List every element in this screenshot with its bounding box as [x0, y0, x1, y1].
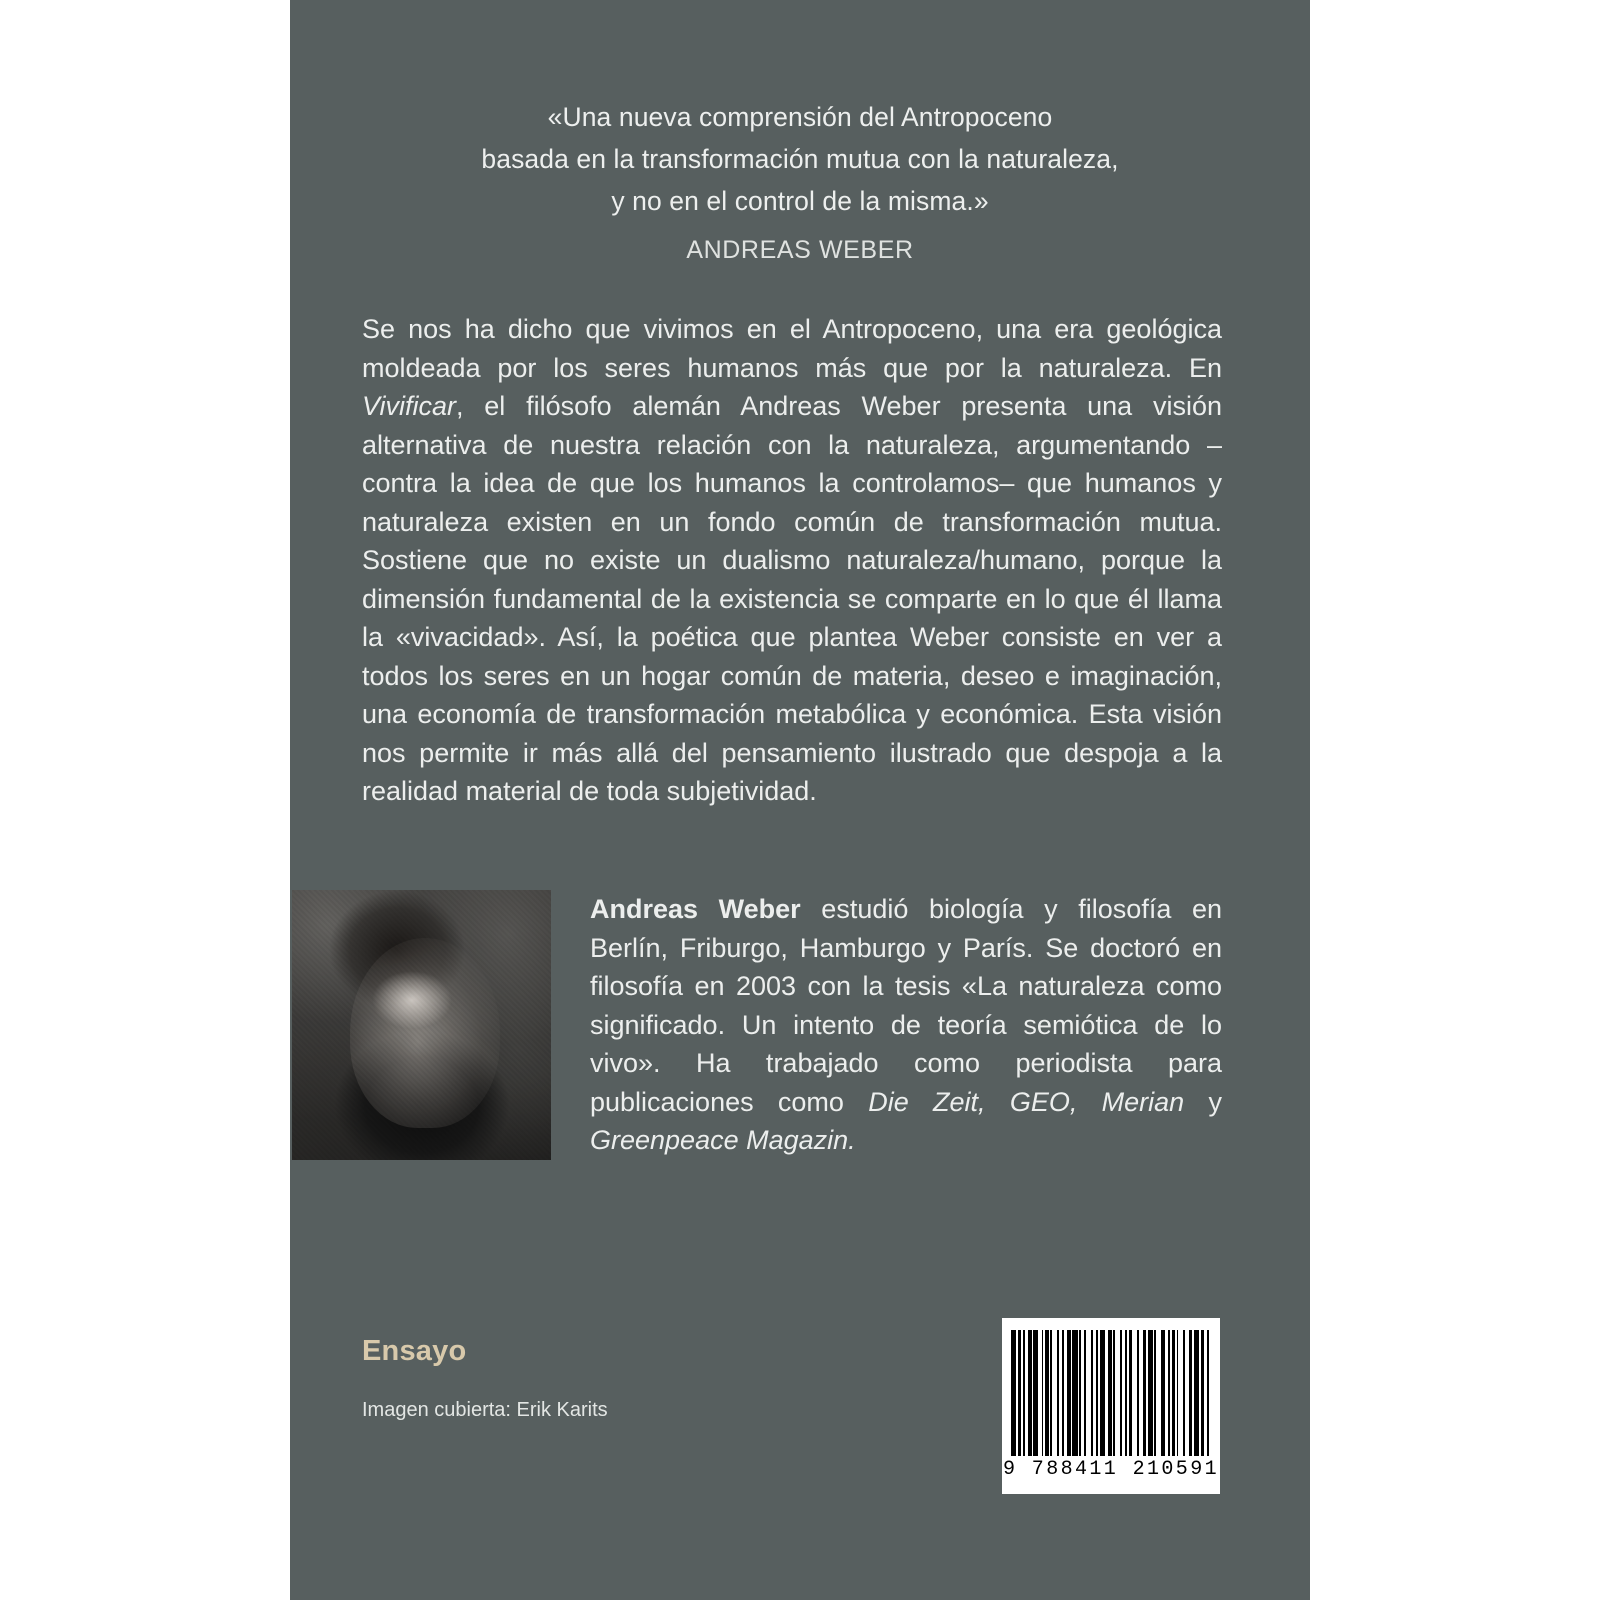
pull-quote-line-1: «Una nueva comprensión del Antropoceno	[547, 102, 1053, 132]
author-portrait	[292, 890, 551, 1160]
author-portrait-grain	[292, 890, 551, 1160]
barcode-bars	[1011, 1330, 1211, 1456]
pull-quote-line-3: y no en el control de la misma.»	[611, 186, 989, 216]
collection-label: Ensayo	[362, 1335, 467, 1367]
pull-quote-attribution-text: ANDREAS WEBER	[686, 236, 914, 264]
author-biography: Andreas Weber estudió biología y filosofía en Berlín, Friburgo, Hamburgo y París. Se doctoró en filosofía en 2003 con la tesis «La naturaleza como significado. Un intento de teoría semiótica de lo vivo». Ha trabajado como periodista para publicaciones como Die Zeit, GEO, Merian y Greenpeace Magazin.	[590, 894, 1222, 1155]
cover-image-credit: Imagen cubierta: Erik Karits	[362, 1399, 608, 1421]
pull-quote	[360, 96, 1240, 222]
barcode-space	[1209, 1330, 1211, 1456]
back-cover	[290, 0, 1310, 1600]
book-description: Se nos ha dicho que vivimos en el Antropoceno, una era geológica moldeada por los seres humanos más que por la naturaleza. En Vivificar, el filósofo alemán Andreas Weber presenta una visión alternativa de nuestra relación con la naturaleza, argumentando –contra la idea de que los humanos la controlamos– que humanos y naturaleza existen en un fondo común de transformación mutua. Sostiene que no existe un dualismo naturaleza/humano, porque la dimensión fundamental de la existencia se comparte en lo que él llama la «vivacidad». Así, la poética que plantea Weber consiste en ver a todos los seres en un hogar común de materia, deseo e imaginación, una economía de transformación metabólica y económica. Esta visión nos permite ir más allá del pensamiento ilustrado que despoja a la realidad material de toda subjetividad.	[362, 314, 1222, 806]
pull-quote-line-2: basada en la transformación mutua con la naturaleza,	[481, 144, 1119, 174]
barcode	[1002, 1318, 1220, 1494]
barcode-digits: 9 788411 210591	[1002, 1458, 1220, 1481]
pull-quote-attribution	[360, 236, 1240, 265]
